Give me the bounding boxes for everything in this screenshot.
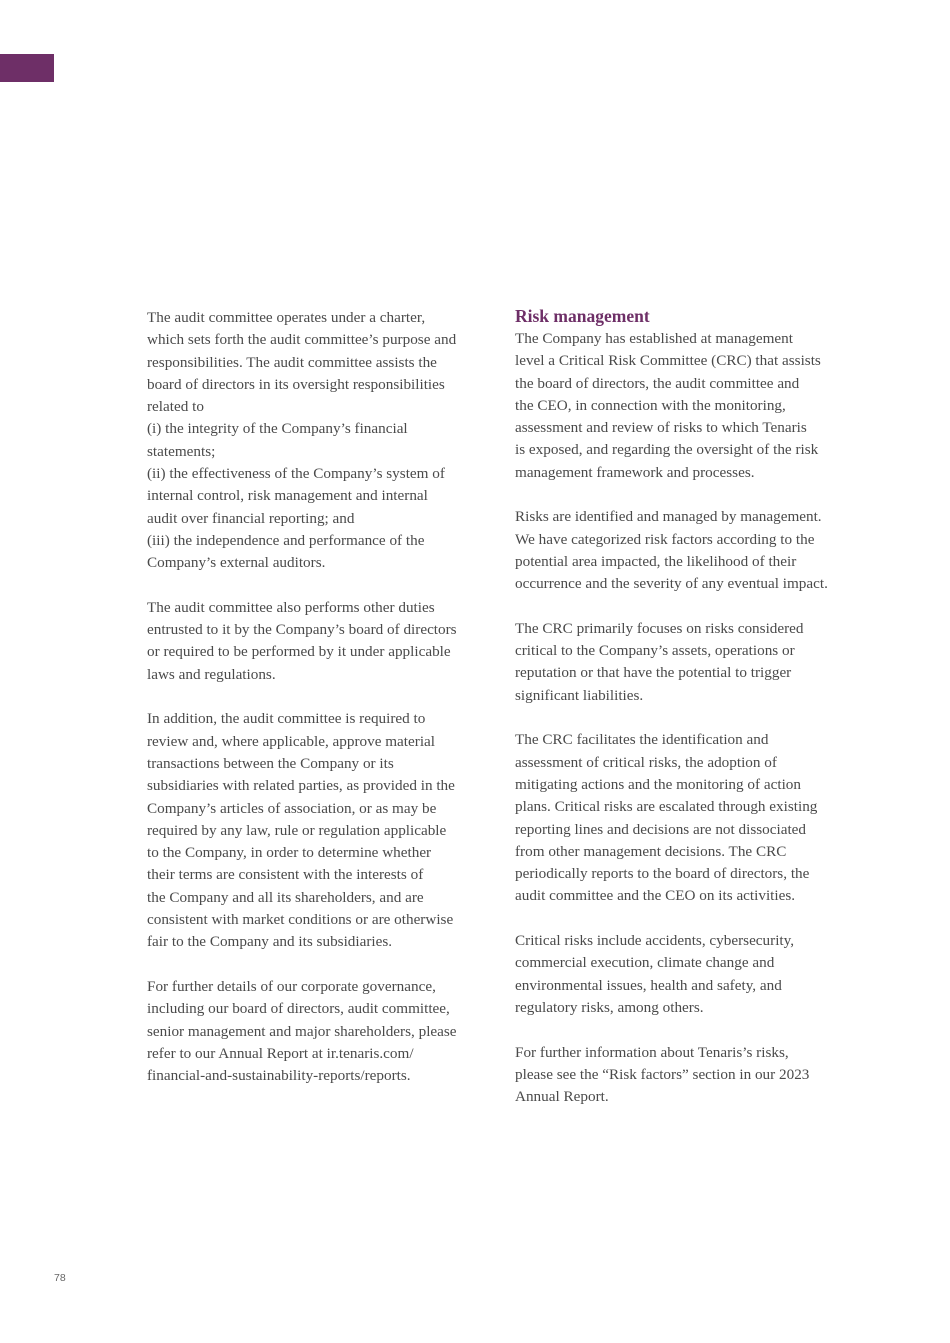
text-line: is exposed, and regarding the oversight of the risk (515, 441, 819, 459)
text-line: reputation or that have the potential to trigger (515, 664, 792, 682)
paragraph (147, 307, 492, 575)
text-line: please see the “Risk factors” section in our 2023 (515, 1065, 810, 1083)
page-number: 78 (54, 1272, 66, 1284)
section-color-tab (0, 54, 54, 82)
text-line: Company’s articles of association, or as may be (147, 799, 437, 817)
paragraph (147, 597, 492, 686)
paragraph-gap (147, 686, 492, 708)
left-column (147, 307, 492, 1087)
text-line: environmental issues, health and safety, and (515, 976, 782, 994)
text-line: the board of directors, the audit committee and (515, 374, 800, 392)
section-heading-risk-management: Risk management (515, 306, 650, 326)
paragraph-gap (515, 707, 860, 729)
text-line: The audit committee also performs other duties (147, 598, 435, 616)
text-line: significant liabilities. (515, 686, 644, 704)
text-line: The CRC facilitates the identification and (515, 731, 769, 749)
text-line: subsidiaries with related parties, as provided in the (147, 777, 455, 795)
text-line: including our board of directors, audit committee, (147, 1000, 450, 1018)
text-line: statements; (147, 442, 216, 460)
paragraph (515, 328, 860, 484)
text-line: review and, where applicable, approve material (147, 732, 435, 750)
text-line: refer to our Annual Report at ir.tenaris.com/ (147, 1044, 414, 1062)
paragraph-gap (515, 484, 860, 506)
text-line: board of directors in its oversight responsibilities (147, 375, 445, 393)
text-line: For further details of our corporate governance, (147, 977, 436, 995)
paragraph (515, 930, 860, 1019)
text-line: (iii) the independence and performance of the (147, 531, 425, 549)
text-line: For further information about Tenaris’s risks, (515, 1043, 789, 1061)
text-line: management framework and processes. (515, 463, 755, 481)
text-line: In addition, the audit committee is required to (147, 710, 426, 728)
text-line: consistent with market conditions or are otherwise (147, 911, 454, 929)
paragraph-gap (515, 908, 860, 930)
text-line: entrusted to it by the Company’s board of directors (147, 621, 457, 639)
text-line: Critical risks include accidents, cybersecurity, (515, 932, 795, 950)
text-line: (ii) the effectiveness of the Company’s system of (147, 465, 445, 483)
paragraph (515, 618, 860, 707)
right-column (515, 305, 860, 1108)
paragraph (515, 506, 860, 595)
text-line: or required to be performed by it under applicable (147, 643, 451, 661)
paragraph-gap (147, 575, 492, 597)
text-line: mitigating actions and the monitoring of action (515, 775, 801, 793)
text-line: required by any law, rule or regulation applicable (147, 821, 447, 839)
text-line: The CRC primarily focuses on risks considered (515, 619, 804, 637)
paragraph (147, 708, 492, 953)
text-line: The Company has established at management (515, 330, 793, 347)
text-line: internal control, risk management and internal (147, 487, 428, 505)
text-line: from other management decisions. The CRC (515, 842, 787, 860)
text-line: plans. Critical risks are escalated through existing (515, 798, 818, 816)
text-line: Company’s external auditors. (147, 554, 326, 572)
paragraph (515, 1042, 860, 1109)
text-line: which sets forth the audit committee’s purpose and (147, 331, 457, 349)
paragraph-gap (515, 596, 860, 618)
text-line: the Company and all its shareholders, and are (147, 888, 424, 906)
paragraph (147, 976, 492, 1087)
text-line: transactions between the Company or its (147, 754, 394, 772)
text-line: assessment of critical risks, the adoption of (515, 753, 777, 771)
text-line: (i) the integrity of the Company’s financial (147, 420, 408, 438)
paragraph-gap (515, 1019, 860, 1041)
text-line: their terms are consistent with the interests of (147, 866, 424, 884)
text-line: periodically reports to the board of directors, the (515, 865, 810, 883)
text-line: related to (147, 398, 204, 416)
text-line: to the Company, in order to determine whether (147, 844, 432, 862)
text-line: The audit committee operates under a charter, (147, 309, 426, 326)
text-line: We have categorized risk factors according to the (515, 530, 815, 548)
paragraph-gap (147, 954, 492, 976)
text-line: the CEO, in connection with the monitoring, (515, 396, 786, 414)
text-line: audit over financial reporting; and (147, 509, 355, 527)
text-line: fair to the Company and its subsidiaries. (147, 933, 393, 951)
text-line: commercial execution, climate change and (515, 954, 775, 972)
text-line: potential area impacted, the likelihood of their (515, 552, 797, 570)
text-line: occurrence and the severity of any eventual impact. (515, 575, 828, 593)
text-line: Annual Report. (515, 1088, 609, 1106)
text-line: responsibilities. The audit committee assists the (147, 353, 437, 371)
text-line: laws and regulations. (147, 665, 276, 683)
text-line: Risks are identified and managed by management. (515, 508, 822, 526)
text-line: financial-and-sustainability-reports/reports. (147, 1067, 411, 1085)
text-line: assessment and review of risks to which Tenaris (515, 419, 807, 437)
paragraph (515, 729, 860, 907)
text-line: regulatory risks, among others. (515, 998, 704, 1016)
text-line: critical to the Company’s assets, operations or (515, 642, 795, 660)
text-line: audit committee and the CEO on its activities. (515, 887, 796, 905)
text-line: reporting lines and decisions are not dissociated (515, 820, 807, 838)
text-line: level a Critical Risk Committee (CRC) that assists (515, 352, 821, 370)
text-line: senior management and major shareholders, please (147, 1022, 457, 1040)
